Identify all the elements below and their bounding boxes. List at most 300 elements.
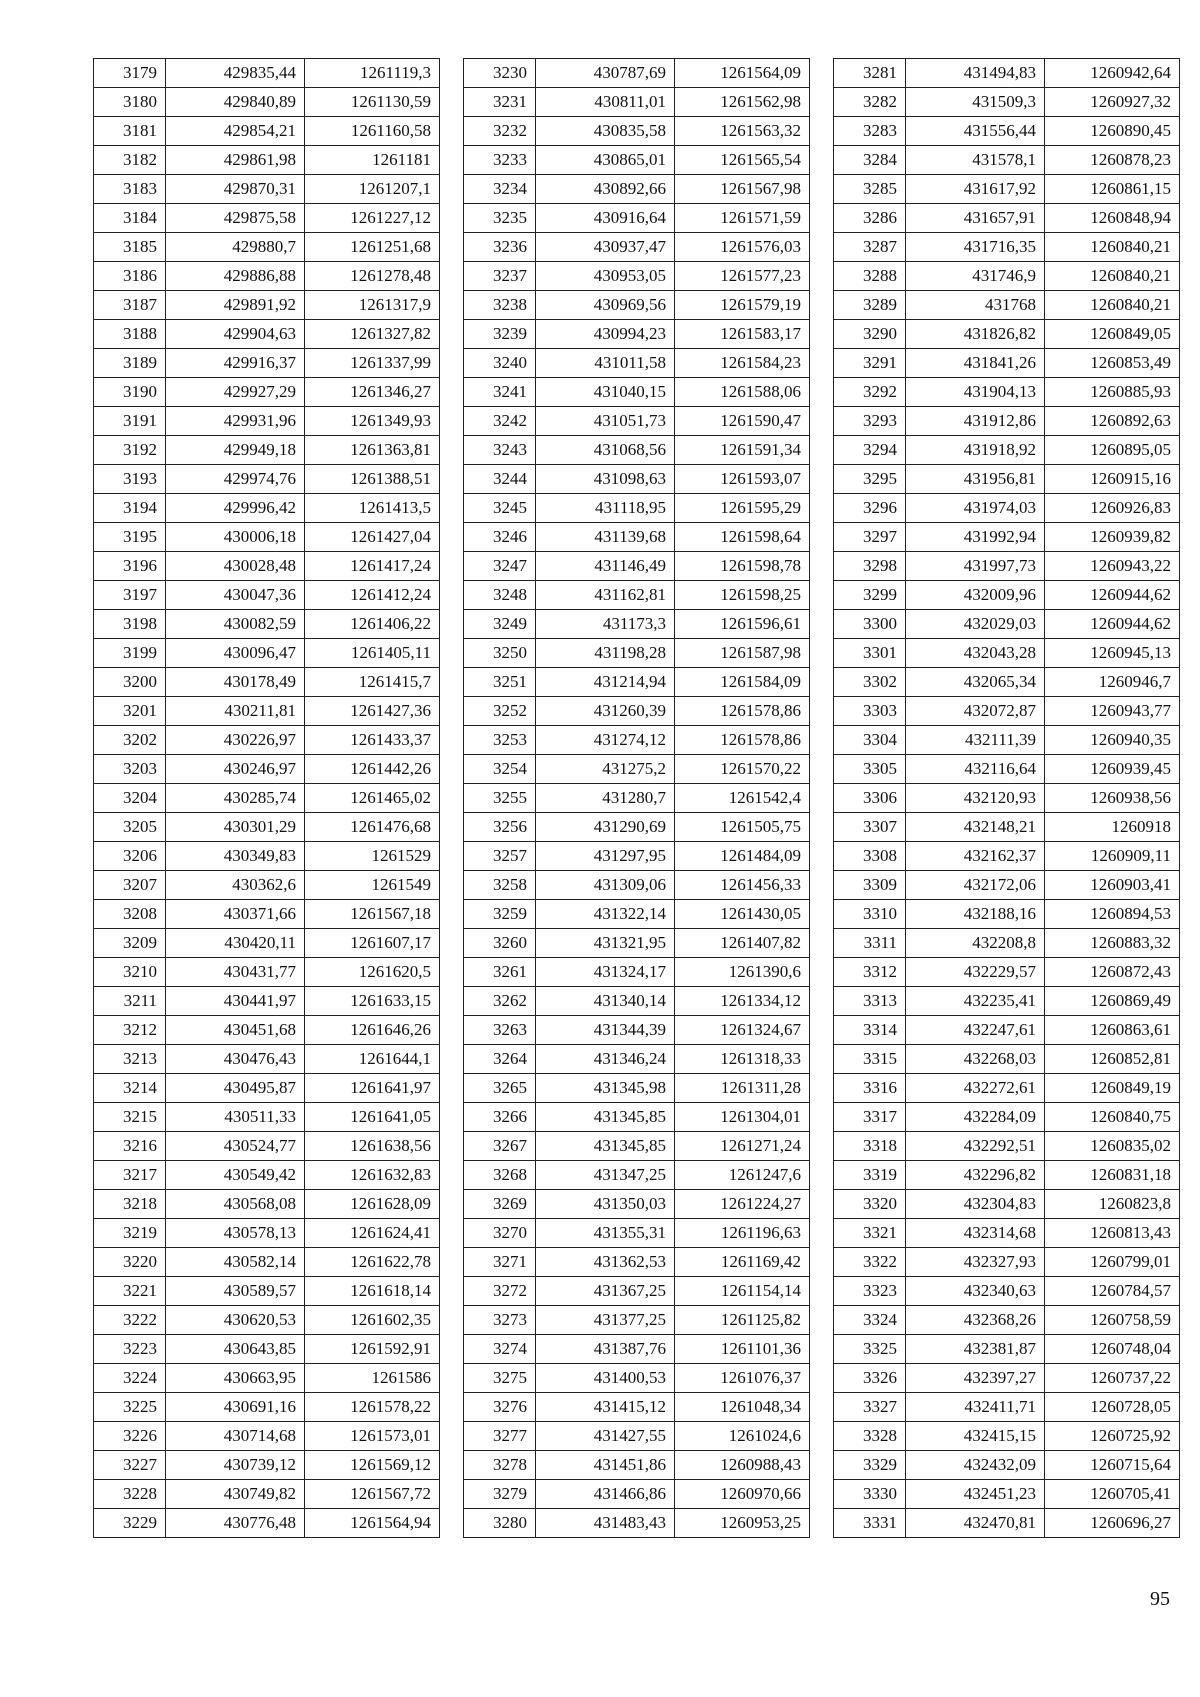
table-row xyxy=(94,842,440,871)
y-coordinate-cell: 1260943,22 xyxy=(1045,552,1180,581)
point-number-cell: 3196 xyxy=(94,552,166,581)
table-row xyxy=(834,262,1180,291)
table-row xyxy=(94,987,440,1016)
y-coordinate-cell: 1261484,09 xyxy=(675,842,810,871)
point-number-cell: 3322 xyxy=(834,1248,906,1277)
table-row xyxy=(94,175,440,204)
y-coordinate-cell: 1261363,81 xyxy=(305,436,440,465)
y-coordinate-cell: 1260784,57 xyxy=(1045,1277,1180,1306)
x-coordinate-cell: 432397,27 xyxy=(906,1364,1045,1393)
x-coordinate-cell: 430028,48 xyxy=(166,552,305,581)
point-number-cell: 3221 xyxy=(94,1277,166,1306)
y-coordinate-cell: 1261632,83 xyxy=(305,1161,440,1190)
y-coordinate-cell: 1260748,04 xyxy=(1045,1335,1180,1364)
y-coordinate-cell: 1261251,68 xyxy=(305,233,440,262)
y-coordinate-cell: 1261596,61 xyxy=(675,610,810,639)
y-coordinate-cell: 1261641,05 xyxy=(305,1103,440,1132)
table-row xyxy=(834,668,1180,697)
y-coordinate-cell: 1260944,62 xyxy=(1045,581,1180,610)
point-number-cell: 3244 xyxy=(464,465,536,494)
y-coordinate-cell: 1260943,77 xyxy=(1045,697,1180,726)
y-coordinate-cell: 1261633,15 xyxy=(305,987,440,1016)
table-row xyxy=(464,929,810,958)
table-row xyxy=(834,407,1180,436)
table-row xyxy=(834,1335,1180,1364)
y-coordinate-cell: 1261417,24 xyxy=(305,552,440,581)
x-coordinate-cell: 430663,95 xyxy=(166,1364,305,1393)
point-number-cell: 3179 xyxy=(94,59,166,88)
table-row xyxy=(834,1480,1180,1509)
point-number-cell: 3190 xyxy=(94,378,166,407)
y-coordinate-cell: 1260970,66 xyxy=(675,1480,810,1509)
x-coordinate-cell: 431321,95 xyxy=(536,929,675,958)
table-row xyxy=(464,1161,810,1190)
x-coordinate-cell: 430476,43 xyxy=(166,1045,305,1074)
coordinates-table-3 xyxy=(833,58,1180,1538)
table-row xyxy=(94,465,440,494)
table-row xyxy=(464,784,810,813)
x-coordinate-cell: 430420,11 xyxy=(166,929,305,958)
point-number-cell: 3241 xyxy=(464,378,536,407)
y-coordinate-cell: 1261529 xyxy=(305,842,440,871)
point-number-cell: 3293 xyxy=(834,407,906,436)
x-coordinate-cell: 430714,68 xyxy=(166,1422,305,1451)
point-number-cell: 3180 xyxy=(94,88,166,117)
x-coordinate-cell: 431340,14 xyxy=(536,987,675,1016)
y-coordinate-cell: 1261304,01 xyxy=(675,1103,810,1132)
y-coordinate-cell: 1260946,7 xyxy=(1045,668,1180,697)
table-row xyxy=(464,726,810,755)
point-number-cell: 3302 xyxy=(834,668,906,697)
point-number-cell: 3187 xyxy=(94,291,166,320)
x-coordinate-cell: 430892,66 xyxy=(536,175,675,204)
point-number-cell: 3264 xyxy=(464,1045,536,1074)
y-coordinate-cell: 1261227,12 xyxy=(305,204,440,233)
table-row xyxy=(94,59,440,88)
x-coordinate-cell: 432415,15 xyxy=(906,1422,1045,1451)
x-coordinate-cell: 432470,81 xyxy=(906,1509,1045,1538)
table-row xyxy=(464,1190,810,1219)
table-row xyxy=(94,668,440,697)
point-number-cell: 3206 xyxy=(94,842,166,871)
x-coordinate-cell: 432381,87 xyxy=(906,1335,1045,1364)
y-coordinate-cell: 1261598,78 xyxy=(675,552,810,581)
x-coordinate-cell: 430047,36 xyxy=(166,581,305,610)
table-row xyxy=(834,465,1180,494)
x-coordinate-cell: 432368,26 xyxy=(906,1306,1045,1335)
point-number-cell: 3200 xyxy=(94,668,166,697)
table-row xyxy=(94,958,440,987)
point-number-cell: 3257 xyxy=(464,842,536,871)
point-number-cell: 3254 xyxy=(464,755,536,784)
point-number-cell: 3272 xyxy=(464,1277,536,1306)
y-coordinate-cell: 1260758,59 xyxy=(1045,1306,1180,1335)
x-coordinate-cell: 432162,37 xyxy=(906,842,1045,871)
point-number-cell: 3194 xyxy=(94,494,166,523)
table-row xyxy=(94,1422,440,1451)
table-row xyxy=(464,146,810,175)
x-coordinate-cell: 429886,88 xyxy=(166,262,305,291)
y-coordinate-cell: 1261024,6 xyxy=(675,1422,810,1451)
table-row xyxy=(834,494,1180,523)
x-coordinate-cell: 431274,12 xyxy=(536,726,675,755)
point-number-cell: 3240 xyxy=(464,349,536,378)
point-number-cell: 3261 xyxy=(464,958,536,987)
y-coordinate-cell: 1260705,41 xyxy=(1045,1480,1180,1509)
x-coordinate-cell: 429916,37 xyxy=(166,349,305,378)
point-number-cell: 3237 xyxy=(464,262,536,291)
x-coordinate-cell: 432304,83 xyxy=(906,1190,1045,1219)
point-number-cell: 3300 xyxy=(834,610,906,639)
y-coordinate-cell: 1260942,64 xyxy=(1045,59,1180,88)
table-row xyxy=(94,1509,440,1538)
x-coordinate-cell: 432451,23 xyxy=(906,1480,1045,1509)
y-coordinate-cell: 1261567,18 xyxy=(305,900,440,929)
x-coordinate-cell: 431746,9 xyxy=(906,262,1045,291)
point-number-cell: 3321 xyxy=(834,1219,906,1248)
x-coordinate-cell: 430451,68 xyxy=(166,1016,305,1045)
table-row xyxy=(834,204,1180,233)
y-coordinate-cell: 1261595,29 xyxy=(675,494,810,523)
y-coordinate-cell: 1260840,75 xyxy=(1045,1103,1180,1132)
table-row xyxy=(464,610,810,639)
y-coordinate-cell: 1261433,37 xyxy=(305,726,440,755)
table-row xyxy=(834,1451,1180,1480)
x-coordinate-cell: 430246,97 xyxy=(166,755,305,784)
table-row xyxy=(834,958,1180,987)
table-row xyxy=(464,1335,810,1364)
table-row xyxy=(94,1219,440,1248)
point-number-cell: 3285 xyxy=(834,175,906,204)
y-coordinate-cell: 1260885,93 xyxy=(1045,378,1180,407)
x-coordinate-cell: 430937,47 xyxy=(536,233,675,262)
y-coordinate-cell: 1261646,26 xyxy=(305,1016,440,1045)
x-coordinate-cell: 430549,42 xyxy=(166,1161,305,1190)
x-coordinate-cell: 432314,68 xyxy=(906,1219,1045,1248)
y-coordinate-cell: 1261598,64 xyxy=(675,523,810,552)
point-number-cell: 3228 xyxy=(94,1480,166,1509)
table-row xyxy=(464,813,810,842)
table-row xyxy=(834,581,1180,610)
table-row xyxy=(464,639,810,668)
x-coordinate-cell: 430691,16 xyxy=(166,1393,305,1422)
table-row xyxy=(464,552,810,581)
x-coordinate-cell: 431494,83 xyxy=(906,59,1045,88)
point-number-cell: 3246 xyxy=(464,523,536,552)
y-coordinate-cell: 1260849,19 xyxy=(1045,1074,1180,1103)
table-row xyxy=(834,726,1180,755)
x-coordinate-cell: 431324,17 xyxy=(536,958,675,987)
y-coordinate-cell: 1260835,02 xyxy=(1045,1132,1180,1161)
table-row xyxy=(94,349,440,378)
point-number-cell: 3202 xyxy=(94,726,166,755)
y-coordinate-cell: 1261571,59 xyxy=(675,204,810,233)
table-row xyxy=(94,1393,440,1422)
y-coordinate-cell: 1260725,92 xyxy=(1045,1422,1180,1451)
x-coordinate-cell: 431280,7 xyxy=(536,784,675,813)
table-row xyxy=(94,697,440,726)
x-coordinate-cell: 431051,73 xyxy=(536,407,675,436)
y-coordinate-cell: 1261593,07 xyxy=(675,465,810,494)
table-row xyxy=(464,1277,810,1306)
point-number-cell: 3188 xyxy=(94,320,166,349)
y-coordinate-cell: 1261076,37 xyxy=(675,1364,810,1393)
table-row xyxy=(464,233,810,262)
x-coordinate-cell: 430835,58 xyxy=(536,117,675,146)
point-number-cell: 3305 xyxy=(834,755,906,784)
point-number-cell: 3256 xyxy=(464,813,536,842)
table-row xyxy=(464,1045,810,1074)
y-coordinate-cell: 1261427,04 xyxy=(305,523,440,552)
table-row xyxy=(834,1393,1180,1422)
table-row xyxy=(834,1219,1180,1248)
point-number-cell: 3234 xyxy=(464,175,536,204)
point-number-cell: 3303 xyxy=(834,697,906,726)
y-coordinate-cell: 1261505,75 xyxy=(675,813,810,842)
table-row xyxy=(94,262,440,291)
y-coordinate-cell: 1261564,94 xyxy=(305,1509,440,1538)
y-coordinate-cell: 1261130,59 xyxy=(305,88,440,117)
y-coordinate-cell: 1261388,51 xyxy=(305,465,440,494)
y-coordinate-cell: 1261590,47 xyxy=(675,407,810,436)
table-row xyxy=(834,755,1180,784)
x-coordinate-cell: 431350,03 xyxy=(536,1190,675,1219)
x-coordinate-cell: 429927,29 xyxy=(166,378,305,407)
y-coordinate-cell: 1261644,1 xyxy=(305,1045,440,1074)
point-number-cell: 3245 xyxy=(464,494,536,523)
y-coordinate-cell: 1260883,32 xyxy=(1045,929,1180,958)
point-number-cell: 3327 xyxy=(834,1393,906,1422)
x-coordinate-cell: 431139,68 xyxy=(536,523,675,552)
table-row xyxy=(464,668,810,697)
point-number-cell: 3280 xyxy=(464,1509,536,1538)
point-number-cell: 3181 xyxy=(94,117,166,146)
table-row xyxy=(834,233,1180,262)
x-coordinate-cell: 430371,66 xyxy=(166,900,305,929)
point-number-cell: 3282 xyxy=(834,88,906,117)
y-coordinate-cell: 1260915,16 xyxy=(1045,465,1180,494)
point-number-cell: 3319 xyxy=(834,1161,906,1190)
point-number-cell: 3183 xyxy=(94,175,166,204)
point-number-cell: 3255 xyxy=(464,784,536,813)
x-coordinate-cell: 431347,25 xyxy=(536,1161,675,1190)
x-coordinate-cell: 430739,12 xyxy=(166,1451,305,1480)
table-row xyxy=(834,378,1180,407)
x-coordinate-cell: 431377,25 xyxy=(536,1306,675,1335)
x-coordinate-cell: 431918,92 xyxy=(906,436,1045,465)
y-coordinate-cell: 1261407,82 xyxy=(675,929,810,958)
point-number-cell: 3273 xyxy=(464,1306,536,1335)
x-coordinate-cell: 430916,64 xyxy=(536,204,675,233)
x-coordinate-cell: 430082,59 xyxy=(166,610,305,639)
x-coordinate-cell: 431309,06 xyxy=(536,871,675,900)
x-coordinate-cell: 431297,95 xyxy=(536,842,675,871)
x-coordinate-cell: 430495,87 xyxy=(166,1074,305,1103)
x-coordinate-cell: 431974,03 xyxy=(906,494,1045,523)
point-number-cell: 3295 xyxy=(834,465,906,494)
point-number-cell: 3266 xyxy=(464,1103,536,1132)
point-number-cell: 3270 xyxy=(464,1219,536,1248)
x-coordinate-cell: 429891,92 xyxy=(166,291,305,320)
x-coordinate-cell: 430362,6 xyxy=(166,871,305,900)
y-coordinate-cell: 1261588,06 xyxy=(675,378,810,407)
table-row xyxy=(94,436,440,465)
table-row xyxy=(834,1509,1180,1538)
point-number-cell: 3220 xyxy=(94,1248,166,1277)
x-coordinate-cell: 431345,85 xyxy=(536,1103,675,1132)
x-coordinate-cell: 430620,53 xyxy=(166,1306,305,1335)
point-number-cell: 3242 xyxy=(464,407,536,436)
x-coordinate-cell: 431841,26 xyxy=(906,349,1045,378)
table-row xyxy=(94,233,440,262)
point-number-cell: 3275 xyxy=(464,1364,536,1393)
x-coordinate-cell: 431657,91 xyxy=(906,204,1045,233)
point-number-cell: 3204 xyxy=(94,784,166,813)
table-row xyxy=(834,1132,1180,1161)
y-coordinate-cell: 1261584,23 xyxy=(675,349,810,378)
x-coordinate-cell: 431098,63 xyxy=(536,465,675,494)
y-coordinate-cell: 1260728,05 xyxy=(1045,1393,1180,1422)
point-number-cell: 3211 xyxy=(94,987,166,1016)
y-coordinate-cell: 1260878,23 xyxy=(1045,146,1180,175)
point-number-cell: 3201 xyxy=(94,697,166,726)
y-coordinate-cell: 1261349,93 xyxy=(305,407,440,436)
y-coordinate-cell: 1260909,11 xyxy=(1045,842,1180,871)
table-row xyxy=(94,929,440,958)
point-number-cell: 3239 xyxy=(464,320,536,349)
y-coordinate-cell: 1261334,12 xyxy=(675,987,810,1016)
point-number-cell: 3193 xyxy=(94,465,166,494)
table-row xyxy=(834,1016,1180,1045)
x-coordinate-cell: 431345,85 xyxy=(536,1132,675,1161)
y-coordinate-cell: 1261586 xyxy=(305,1364,440,1393)
table-row xyxy=(834,1364,1180,1393)
point-number-cell: 3286 xyxy=(834,204,906,233)
point-number-cell: 3306 xyxy=(834,784,906,813)
x-coordinate-cell: 432029,03 xyxy=(906,610,1045,639)
y-coordinate-cell: 1261125,82 xyxy=(675,1306,810,1335)
point-number-cell: 3267 xyxy=(464,1132,536,1161)
x-coordinate-cell: 432065,34 xyxy=(906,668,1045,697)
table-row xyxy=(834,349,1180,378)
y-coordinate-cell: 1261337,99 xyxy=(305,349,440,378)
x-coordinate-cell: 431275,2 xyxy=(536,755,675,784)
x-coordinate-cell: 431956,81 xyxy=(906,465,1045,494)
y-coordinate-cell: 1260872,43 xyxy=(1045,958,1180,987)
y-coordinate-cell: 1261577,23 xyxy=(675,262,810,291)
table-row xyxy=(464,436,810,465)
y-coordinate-cell: 1261564,09 xyxy=(675,59,810,88)
point-number-cell: 3265 xyxy=(464,1074,536,1103)
table-row xyxy=(94,407,440,436)
y-coordinate-cell: 1261456,33 xyxy=(675,871,810,900)
y-coordinate-cell: 1261154,14 xyxy=(675,1277,810,1306)
x-coordinate-cell: 430643,85 xyxy=(166,1335,305,1364)
y-coordinate-cell: 1261327,82 xyxy=(305,320,440,349)
y-coordinate-cell: 1261591,34 xyxy=(675,436,810,465)
table-row xyxy=(94,581,440,610)
table-row xyxy=(464,697,810,726)
table-row xyxy=(464,900,810,929)
y-coordinate-cell: 1261317,9 xyxy=(305,291,440,320)
point-number-cell: 3288 xyxy=(834,262,906,291)
x-coordinate-cell: 431427,55 xyxy=(536,1422,675,1451)
x-coordinate-cell: 429904,63 xyxy=(166,320,305,349)
point-number-cell: 3262 xyxy=(464,987,536,1016)
y-coordinate-cell: 1261224,27 xyxy=(675,1190,810,1219)
y-coordinate-cell: 1260831,18 xyxy=(1045,1161,1180,1190)
point-number-cell: 3287 xyxy=(834,233,906,262)
y-coordinate-cell: 1260737,22 xyxy=(1045,1364,1180,1393)
point-number-cell: 3258 xyxy=(464,871,536,900)
table-row xyxy=(464,1016,810,1045)
x-coordinate-cell: 431466,86 xyxy=(536,1480,675,1509)
table-row xyxy=(834,552,1180,581)
point-number-cell: 3243 xyxy=(464,436,536,465)
y-coordinate-cell: 1261430,05 xyxy=(675,900,810,929)
table-row xyxy=(834,842,1180,871)
y-coordinate-cell: 1260853,49 xyxy=(1045,349,1180,378)
table-row xyxy=(834,1045,1180,1074)
y-coordinate-cell: 1260890,45 xyxy=(1045,117,1180,146)
table-row xyxy=(94,1364,440,1393)
x-coordinate-cell: 432268,03 xyxy=(906,1045,1045,1074)
x-coordinate-cell: 429840,89 xyxy=(166,88,305,117)
y-coordinate-cell: 1261567,72 xyxy=(305,1480,440,1509)
point-number-cell: 3197 xyxy=(94,581,166,610)
point-number-cell: 3225 xyxy=(94,1393,166,1422)
point-number-cell: 3222 xyxy=(94,1306,166,1335)
y-coordinate-cell: 1261638,56 xyxy=(305,1132,440,1161)
table-row xyxy=(834,639,1180,668)
point-number-cell: 3298 xyxy=(834,552,906,581)
y-coordinate-cell: 1260861,15 xyxy=(1045,175,1180,204)
table-row xyxy=(834,900,1180,929)
table-row xyxy=(834,784,1180,813)
table-row xyxy=(834,1161,1180,1190)
y-coordinate-cell: 1261278,48 xyxy=(305,262,440,291)
x-coordinate-cell: 429880,7 xyxy=(166,233,305,262)
table-row xyxy=(94,784,440,813)
y-coordinate-cell: 1261311,28 xyxy=(675,1074,810,1103)
point-number-cell: 3184 xyxy=(94,204,166,233)
y-coordinate-cell: 1260849,05 xyxy=(1045,320,1180,349)
point-number-cell: 3276 xyxy=(464,1393,536,1422)
table-row xyxy=(94,1132,440,1161)
y-coordinate-cell: 1261569,12 xyxy=(305,1451,440,1480)
x-coordinate-cell: 431556,44 xyxy=(906,117,1045,146)
point-number-cell: 3191 xyxy=(94,407,166,436)
x-coordinate-cell: 431367,25 xyxy=(536,1277,675,1306)
y-coordinate-cell: 1260940,35 xyxy=(1045,726,1180,755)
page-number: 95 xyxy=(1150,1588,1170,1610)
point-number-cell: 3247 xyxy=(464,552,536,581)
y-coordinate-cell: 1261584,09 xyxy=(675,668,810,697)
point-number-cell: 3205 xyxy=(94,813,166,842)
y-coordinate-cell: 1261542,4 xyxy=(675,784,810,813)
table-row xyxy=(464,581,810,610)
table-row xyxy=(464,842,810,871)
table-row xyxy=(834,291,1180,320)
y-coordinate-cell: 1261119,3 xyxy=(305,59,440,88)
y-coordinate-cell: 1261390,6 xyxy=(675,958,810,987)
x-coordinate-cell: 430178,49 xyxy=(166,668,305,697)
point-number-cell: 3182 xyxy=(94,146,166,175)
table-row xyxy=(464,755,810,784)
point-number-cell: 3324 xyxy=(834,1306,906,1335)
point-number-cell: 3325 xyxy=(834,1335,906,1364)
point-number-cell: 3289 xyxy=(834,291,906,320)
